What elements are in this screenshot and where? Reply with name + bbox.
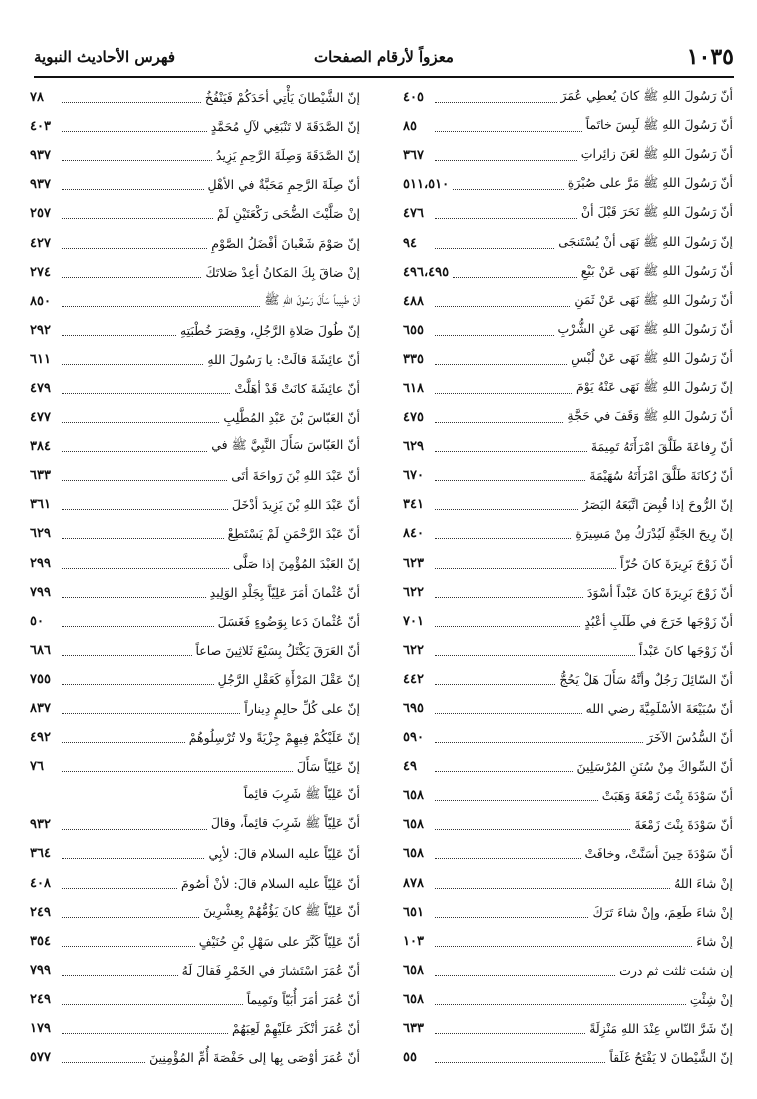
leader-dots [62,829,207,830]
entry-text: أنّ عُمَرَ أوْصَى بِها إلى حَفْصَةَ أُمِّ المُؤْمِنِينَ [149,1050,360,1066]
entry-page-number: ٦٥٨ [403,991,424,1007]
index-entry [403,1043,733,1072]
entry-text: أنّ سَوْدَةَ حِينَ أسَنَّتْ، وخافَتْ [584,846,733,862]
leader-dots [435,131,582,132]
entry-text: أنّ عَلِيّاً ﷺ كانَ يَؤُمُّهُمْ بِعِشْرِينَ [202,902,360,918]
leader-dots [62,102,201,103]
leader-dots [62,335,176,336]
index-entry [30,461,360,490]
entry-page-number: ٢٧٤ [30,264,51,280]
leader-dots [435,713,582,714]
leader-dots [435,975,615,976]
entry-text: إنْ ضاقَ بِكَ المَكانُ أعِدْ صَلاتَكَ [205,264,360,280]
entry-page-number: ٦٧٠ [403,468,424,484]
entry-text: أنّ رَسُولَ اللهِ ﷺ نَهَى عَنْ لُبْسِ [571,349,733,365]
entry-text: إنْ شاءَ [696,933,733,949]
entry-page-number: ٧٩٩ [30,962,51,978]
entry-text: أنّ عَبْدَ الرَّحْمَنِ لَمْ يَسْتَطِعْ [227,526,360,542]
leader-dots [62,917,199,918]
index-entry [403,636,733,665]
leader-dots [62,248,207,249]
entry-page-number: ٦١١ [30,351,51,367]
index-entry [30,112,360,141]
entry-text: أنّ رَسُولَ اللهِ ﷺ نَهَى عَنِ الشُّرْبِ [557,320,733,336]
leader-dots [62,131,207,132]
entry-text: أنّ رَسُولَ اللهِ ﷺ مَرَّ على صُبْرَةِ [567,175,733,191]
entry-page-number: ٦٢٩ [403,439,424,455]
index-entry [30,636,360,665]
index-entry [403,752,733,781]
entry-text: أنّ عائِشَةَ قالَتْ: يا رَسُولَ اللهِ [207,351,360,367]
entry-page-number: ٩٤ [403,235,417,251]
index-entry [403,578,733,607]
leader-dots [435,742,643,743]
entry-text: أنّ سَوْدَةَ بِنْتَ زَمْعَةَ وَهَبَتْ [601,788,733,804]
leader-dots [62,742,185,743]
entry-text: أنّ سُبَيْعَةَ الأسْلَمِيَّةَ رضي الله [585,701,733,717]
index-entry [403,1014,733,1043]
leader-dots [435,597,583,598]
entry-text: أنّ العَبّاسَ سَأَلَ النَّبِيَّ ﷺ في [211,437,360,453]
index-entry [403,199,733,228]
index-entry [403,927,733,956]
entry-text: إنّ عَقْلَ المَرْأَةِ كَعَقْلِ الرَّجُلِ [217,671,360,687]
leader-dots [62,597,206,598]
index-entry [403,607,733,636]
index-entry [30,432,360,461]
leader-dots [435,800,598,801]
leader-dots [435,888,670,889]
entry-page-number: ٦٥١ [403,904,424,920]
entry-text: أنّ سَوْدَةَ بِنْتَ زَمْعَةَ [634,817,733,833]
index-entry [30,83,360,112]
index-entry [403,403,733,432]
leader-dots [435,684,555,685]
leader-dots [435,218,577,219]
leader-dots [62,480,227,481]
entry-page-number: ٤٧٦ [403,206,424,222]
entry-page-number: ٣٥٤ [30,933,51,949]
index-entry [30,956,360,985]
entry-text: أنّ عائِشَةَ كانَتْ قَدْ أهَلَّتْ [234,380,360,396]
entry-page-number: ٣٦٤ [30,846,51,862]
entry-text: إنّ صَوْمَ شَعْبانَ أفْضَلُ الصَّوْمِ [211,235,360,251]
leader-dots [435,858,581,859]
index-entry [403,869,733,898]
leader-dots [435,568,616,569]
index-entry [30,141,360,170]
entry-page-number: ٢٤٩ [30,991,51,1007]
entry-page-number: ٢٤٩ [30,904,51,920]
index-entry [403,170,733,199]
entry-page-number: ٤٩٢ [30,730,51,746]
entry-page-number: ١٠٣ [403,933,424,949]
leader-dots [435,160,577,161]
index-entry [30,752,360,781]
entry-text: أنّ عَلِيّاً عليه السلام قالَ: لأبِي [208,846,360,862]
index-entry [403,83,733,112]
leader-dots [62,306,260,307]
index-entry [403,287,733,316]
entry-text: إنّ رِيحَ الجَنَّةِ لَيُدْرَكُ مِنْ مَسِيرَةِ [575,526,733,542]
entry-page-number: ٤٨٨ [403,293,424,309]
entry-page-number: ٦٢٢ [403,642,424,658]
index-entry [30,490,360,519]
entry-page-number: ٦٥٨ [403,962,424,978]
index-entry [403,549,733,578]
entry-page-number: ٦٥٨ [403,817,424,833]
entry-page-number: ٤٠٣ [30,119,51,135]
leader-dots [435,1062,605,1063]
entry-page-number: ٤٤٢ [403,671,424,687]
entry-text: إنّ الشَّيْطانَ لا يَفْتَحُ غَلَقاً [609,1050,733,1066]
entry-text: أنّ عَبْدَ اللهِ بْنَ رَواحَةَ أتَى [231,468,360,484]
index-entry [30,403,360,432]
entry-text: إنّ الرُّوحَ إذا قُبِضَ اتَّبَعَهُ البَصَرُ [582,497,733,513]
index-entry [30,228,360,257]
entry-page-number: ٨٥ [403,119,417,135]
leader-dots [62,393,230,394]
index-entry [403,898,733,927]
entry-text: أنّ عُمَرَ أمَرَ أُبَيّاً وتَمِيماً [246,991,360,1007]
index-entry [403,723,733,752]
entry-page-number: ١٧٩ [30,1021,51,1037]
index-entry [30,665,360,694]
entry-page-number: ٩٣٧ [30,177,51,193]
index-entry [30,316,360,345]
page-number: ١٠٣٥ [686,44,734,70]
entry-text: إنّ رَسُولَ اللهِ ﷺ نَهَى عَنْهُ يَوْمَ [575,378,733,394]
leader-dots [62,1033,228,1034]
leader-dots [62,771,293,772]
entry-text: أنّ رَسُولَ اللهِ ﷺ لَبِسَ خاتَماً [585,117,733,133]
entry-page-number: ٦٢٣ [403,555,424,571]
index-entry [30,723,360,752]
entry-text: أنّ رِفاعَةَ طَلَّقَ امْرَأَتَهُ تَمِيمَةَ [590,439,733,455]
entry-page-number: ٩٣٧ [30,148,51,164]
leader-dots [435,771,573,772]
entry-text: أنّ رَسُولَ اللهِ ﷺ كانَ يُعطِي عُمَرَ [560,88,733,104]
entry-page-number: ٥٩٠ [403,730,424,746]
entry-page-number: ٣٨٤ [30,439,51,455]
entry-text: إنّ على كُلِّ حالِمٍ دِيناراً [244,701,360,717]
entry-page-number: ٢٥٧ [30,206,51,222]
entry-text: أنّ رَسُولَ اللهِ ﷺ وَقَفَ في حَجَّةِ [567,408,733,424]
right-column [403,83,733,1072]
entry-text: إنْ شاءَ اللهُ [674,875,733,891]
index-entry [30,839,360,868]
leader-dots [62,509,228,510]
leader-dots [62,538,224,539]
entry-text: أنّ عُثْمانَ دَعا بِوَضُوءٍ فَغَسَلَ [217,613,360,629]
entry-text: إنّ عَلَيْكُمْ فِيهِمْ جِزْيَةً ولا تُرْسِلُوهُمْ [188,730,360,746]
entry-page-number: ٥٥ [403,1050,417,1066]
index-entry [30,1043,360,1072]
entry-page-number: ٧٩٩ [30,584,51,600]
index-entry [30,985,360,1014]
leader-dots [435,1004,686,1005]
entry-page-number: ٣٦١ [30,497,51,513]
entry-text: أنّ عُثْمانَ أمَرَ عَلِيّاً بِجَلْدِ الوَلِيدِ [209,584,360,600]
left-column [30,83,360,1072]
index-entry [30,1014,360,1043]
entry-text: إنْ شاءَ طَعِمَ، وإنْ شاءَ تَرَكَ [592,904,733,920]
entry-text: أنّ العَرَقَ يَكْتَلُ بِسَبْعَ ثَلاثِينَ صاعاً [195,642,360,658]
entry-text: أنّ رَسُولَ اللهِ ﷺ نَهَى عَنْ ثَمَنِ [574,291,733,307]
index-entry [403,665,733,694]
entry-text: إنّ الشَّيْطانَ يَأْتِي أحَدَكُمْ فَيَنْفُخُ [204,90,360,106]
entry-text: أنّ عَلِيّاً ﷺ شَرِبَ قائِماً [243,786,360,802]
leader-dots [62,946,195,947]
leader-dots [435,102,557,103]
leader-dots [62,975,178,976]
index-entry [30,578,360,607]
entry-page-number: ٦٨٦ [30,642,51,658]
index-entry [403,461,733,490]
entry-page-number: ٥٠ [30,613,44,629]
entry-page-number: ٦١٨ [403,380,424,396]
entry-page-number: ٦٥٨ [403,788,424,804]
leader-dots [62,684,214,685]
entry-text: إنّ طُولَ صَلاةِ الرَّجُلِ، وقِصَرَ خُطْبَتِهِ [179,322,360,338]
index-entry [30,694,360,723]
leader-dots [62,568,229,569]
entry-page-number: ٦٥٥ [403,322,424,338]
index-entry [30,898,360,927]
entry-page-number: ٦٣٣ [403,1021,424,1037]
entry-text: أنّ زَوْجَها خَرَجَ في طَلَبِ أعْبُدٍ [584,613,733,629]
entry-page-number: ٤٢٧ [30,235,51,251]
leader-dots [435,1033,585,1034]
leader-dots [435,248,554,249]
page-header [34,42,734,78]
entry-page-number: ٦٢٩ [30,526,51,542]
index-entry [403,810,733,839]
entry-text: أنّ زَوْجَ بَرِيرَةَ كانَ حُرّاً [619,555,733,571]
index-entry [403,432,733,461]
leader-dots [62,189,204,190]
index-entry [403,141,733,170]
leader-dots [62,626,214,627]
leader-dots [435,335,554,336]
index-entry [30,810,360,839]
entry-text: إنّ العَبْدَ المُؤْمِنَ إذا صَلَّى [232,555,360,571]
entry-text: أنّ عُمَرَ أنْكَرَ عَلَيْهِمْ لَعِبَهُمْ [231,1021,360,1037]
entry-page-number: ٥١١،٥١٠ [403,177,450,193]
entry-text: أنّ السُّدُسَ الآخَرَ [646,730,733,746]
entry-text: أنّ صِلَةَ الرَّحِمِ مَحَبَّةٌ في الأهْلِ [207,177,360,193]
entry-page-number: ٣٣٥ [403,351,424,367]
leader-dots [435,626,580,627]
entry-page-number: ٨٥٠ [30,293,51,309]
entry-page-number: ٨٧٨ [403,875,424,891]
index-entry [403,112,733,141]
entry-text: أنّ عُمَرَ اسْتَشارَ في الخَمْرِ فَقالَ لَهُ [181,962,360,978]
index-entry [403,519,733,548]
index-entry [403,985,733,1014]
leader-dots [62,858,204,859]
header-section-title: فهرس الأحاديث النبوية [34,48,176,66]
leader-dots [435,655,635,656]
index-entry [30,374,360,403]
index-entry [403,781,733,810]
leader-dots [435,917,588,918]
index-entry [30,927,360,956]
entry-text: أنّ زَوْجَ بَرِيرَةَ كانَ عَبْداً أسْوَدَ [586,584,733,600]
index-entry [30,549,360,578]
entry-page-number: ٧٨ [30,90,44,106]
entry-text: أنّ عَلِيّاً ﷺ شَرِبَ قائِماً، وقالَ [210,815,360,831]
leader-dots [62,713,240,714]
entry-text: إنْ شِئْتِ [689,991,733,1007]
index-entry [403,490,733,519]
entry-text: أنّ السِّواكَ مِنْ سُنَنِ المُرْسَلِينَ [576,759,733,775]
entry-page-number: ٤٠٥ [403,90,424,106]
entry-page-number: ٦٥٨ [403,846,424,862]
index-entry [30,287,360,316]
entry-text: أنّ رُكانَةَ طَلَّقَ امْرَأَتَهُ سُهَيْمَةَ [589,468,733,484]
leader-dots [435,829,630,830]
entry-text: أنّ عَلِيّاً عليه السلام قالَ: لأنْ أصُومَ [180,875,360,891]
leader-dots [435,946,692,947]
entry-page-number: ٧٥٥ [30,671,51,687]
entry-page-number: ٦٢٢ [403,584,424,600]
index-entry [30,519,360,548]
entry-page-number: ٦٣٣ [30,468,51,484]
entry-page-number: ٤٧٩ [30,380,51,396]
entry-text: أنّ زَوْجَها كانَ عَبْداً [638,642,733,658]
leader-dots [62,277,201,278]
leader-dots [62,422,219,423]
index-entry [30,345,360,374]
leader-dots [435,422,563,423]
entry-page-number: ٤٠٨ [30,875,51,891]
entry-text: إنّ عَلِيّاً سَأَلَ [296,759,360,775]
index-entry [403,228,733,257]
entry-page-number: ٢٩٢ [30,322,51,338]
leader-dots [62,655,192,656]
leader-dots [62,888,177,889]
entry-text: إنّ رَسُولَ اللهِ ﷺ نَهَى أنْ يُسْتَنجَى [558,233,733,249]
leader-dots [62,160,212,161]
leader-dots [453,277,577,278]
entry-page-number: ٢٩٩ [30,555,51,571]
entry-text: أنّ العَبّاسَ بْنَ عَبْدِ المُطَّلِبِ [223,410,360,426]
index-entry [30,170,360,199]
entry-text: أنّ طَبِيباً سَأَلَ رَسُولَ اللهِ ﷺ [264,291,360,307]
index-entry [403,956,733,985]
entry-text: أنّ عَبْدَ اللهِ بْنَ يَزِيدَ أدْخَلَ [231,497,360,513]
entry-page-number: ٥٧٧ [30,1050,51,1066]
header-center-title: معزواً لأرقام الصفحات [314,48,454,66]
entry-page-number: ٧٠١ [403,613,424,629]
leader-dots [62,1062,145,1063]
entry-page-number: ٦٩٥ [403,701,424,717]
leader-dots [435,509,578,510]
index-entry [30,781,360,810]
entry-text: إنّ الصَّدَقَةَ وَصِلَةَ الرَّحِمِ يَزِيدُ [215,148,360,164]
leader-dots [62,451,207,452]
entry-page-number: ٨٤٠ [403,526,424,542]
entry-text: أنّ رَسُولَ اللهِ ﷺ نَحَرَ قَبْلَ أنْ [580,204,733,220]
entry-page-number: ٧٦ [30,759,44,775]
entry-text: أنّ عَلِيّاً كَبَّرَ على سَهْلِ بْنِ حُنَيْفٍ [198,933,360,949]
entry-page-number: ٤٧٥ [403,410,424,426]
leader-dots [435,480,585,481]
leader-dots [453,189,564,190]
entry-text: أنّ السّائِلَ رَجُلٌ وأنَّهُ سَأَلَ هَلْ يَحُجُّ [559,671,733,687]
entry-page-number: ٣٤١ [403,497,424,513]
entry-text: إن شئت ثلثت ثم درت [619,962,733,978]
index-entry [403,839,733,868]
index-entry [403,374,733,403]
entry-text: إنّ الصَّدَقَةَ لا تَنْبَغِي لآلِ مُحَمَّدٍ [210,119,360,135]
entry-page-number: ٤٩ [403,759,417,775]
entry-text: إنّ شَرَّ النّاسِ عِنْدَ اللهِ مَنْزِلَةً [589,1021,733,1037]
index-entry [30,258,360,287]
entry-page-number: ٤٧٧ [30,410,51,426]
leader-dots [435,306,570,307]
index-entry [403,316,733,345]
leader-dots [435,364,567,365]
entry-page-number: ٤٩٦،٤٩٥ [403,264,450,280]
entry-text: أنّ رَسُولَ اللهِ ﷺ لعَنَ زائِراتِ [580,146,733,162]
index-entry [30,199,360,228]
leader-dots [435,393,572,394]
index-entry [403,258,733,287]
entry-page-number: ٩٣٢ [30,817,51,833]
index-entry [403,694,733,723]
leader-dots [435,538,571,539]
entry-text: إنْ صَلَّيْتَ الضُّحَى رَكْعَتَيْنِ لَمْ [216,206,360,222]
index-entry [30,607,360,636]
entry-page-number: ٣٦٧ [403,148,424,164]
leader-dots [435,451,587,452]
leader-dots [62,1004,243,1005]
index-entry [30,869,360,898]
leader-dots [62,364,203,365]
index-entry [403,345,733,374]
entry-page-number: ٨٣٧ [30,701,51,717]
leader-dots [62,218,213,219]
entry-text: أنّ رَسُولَ اللهِ ﷺ نَهَى عَنْ بَيْعِ [580,262,733,278]
